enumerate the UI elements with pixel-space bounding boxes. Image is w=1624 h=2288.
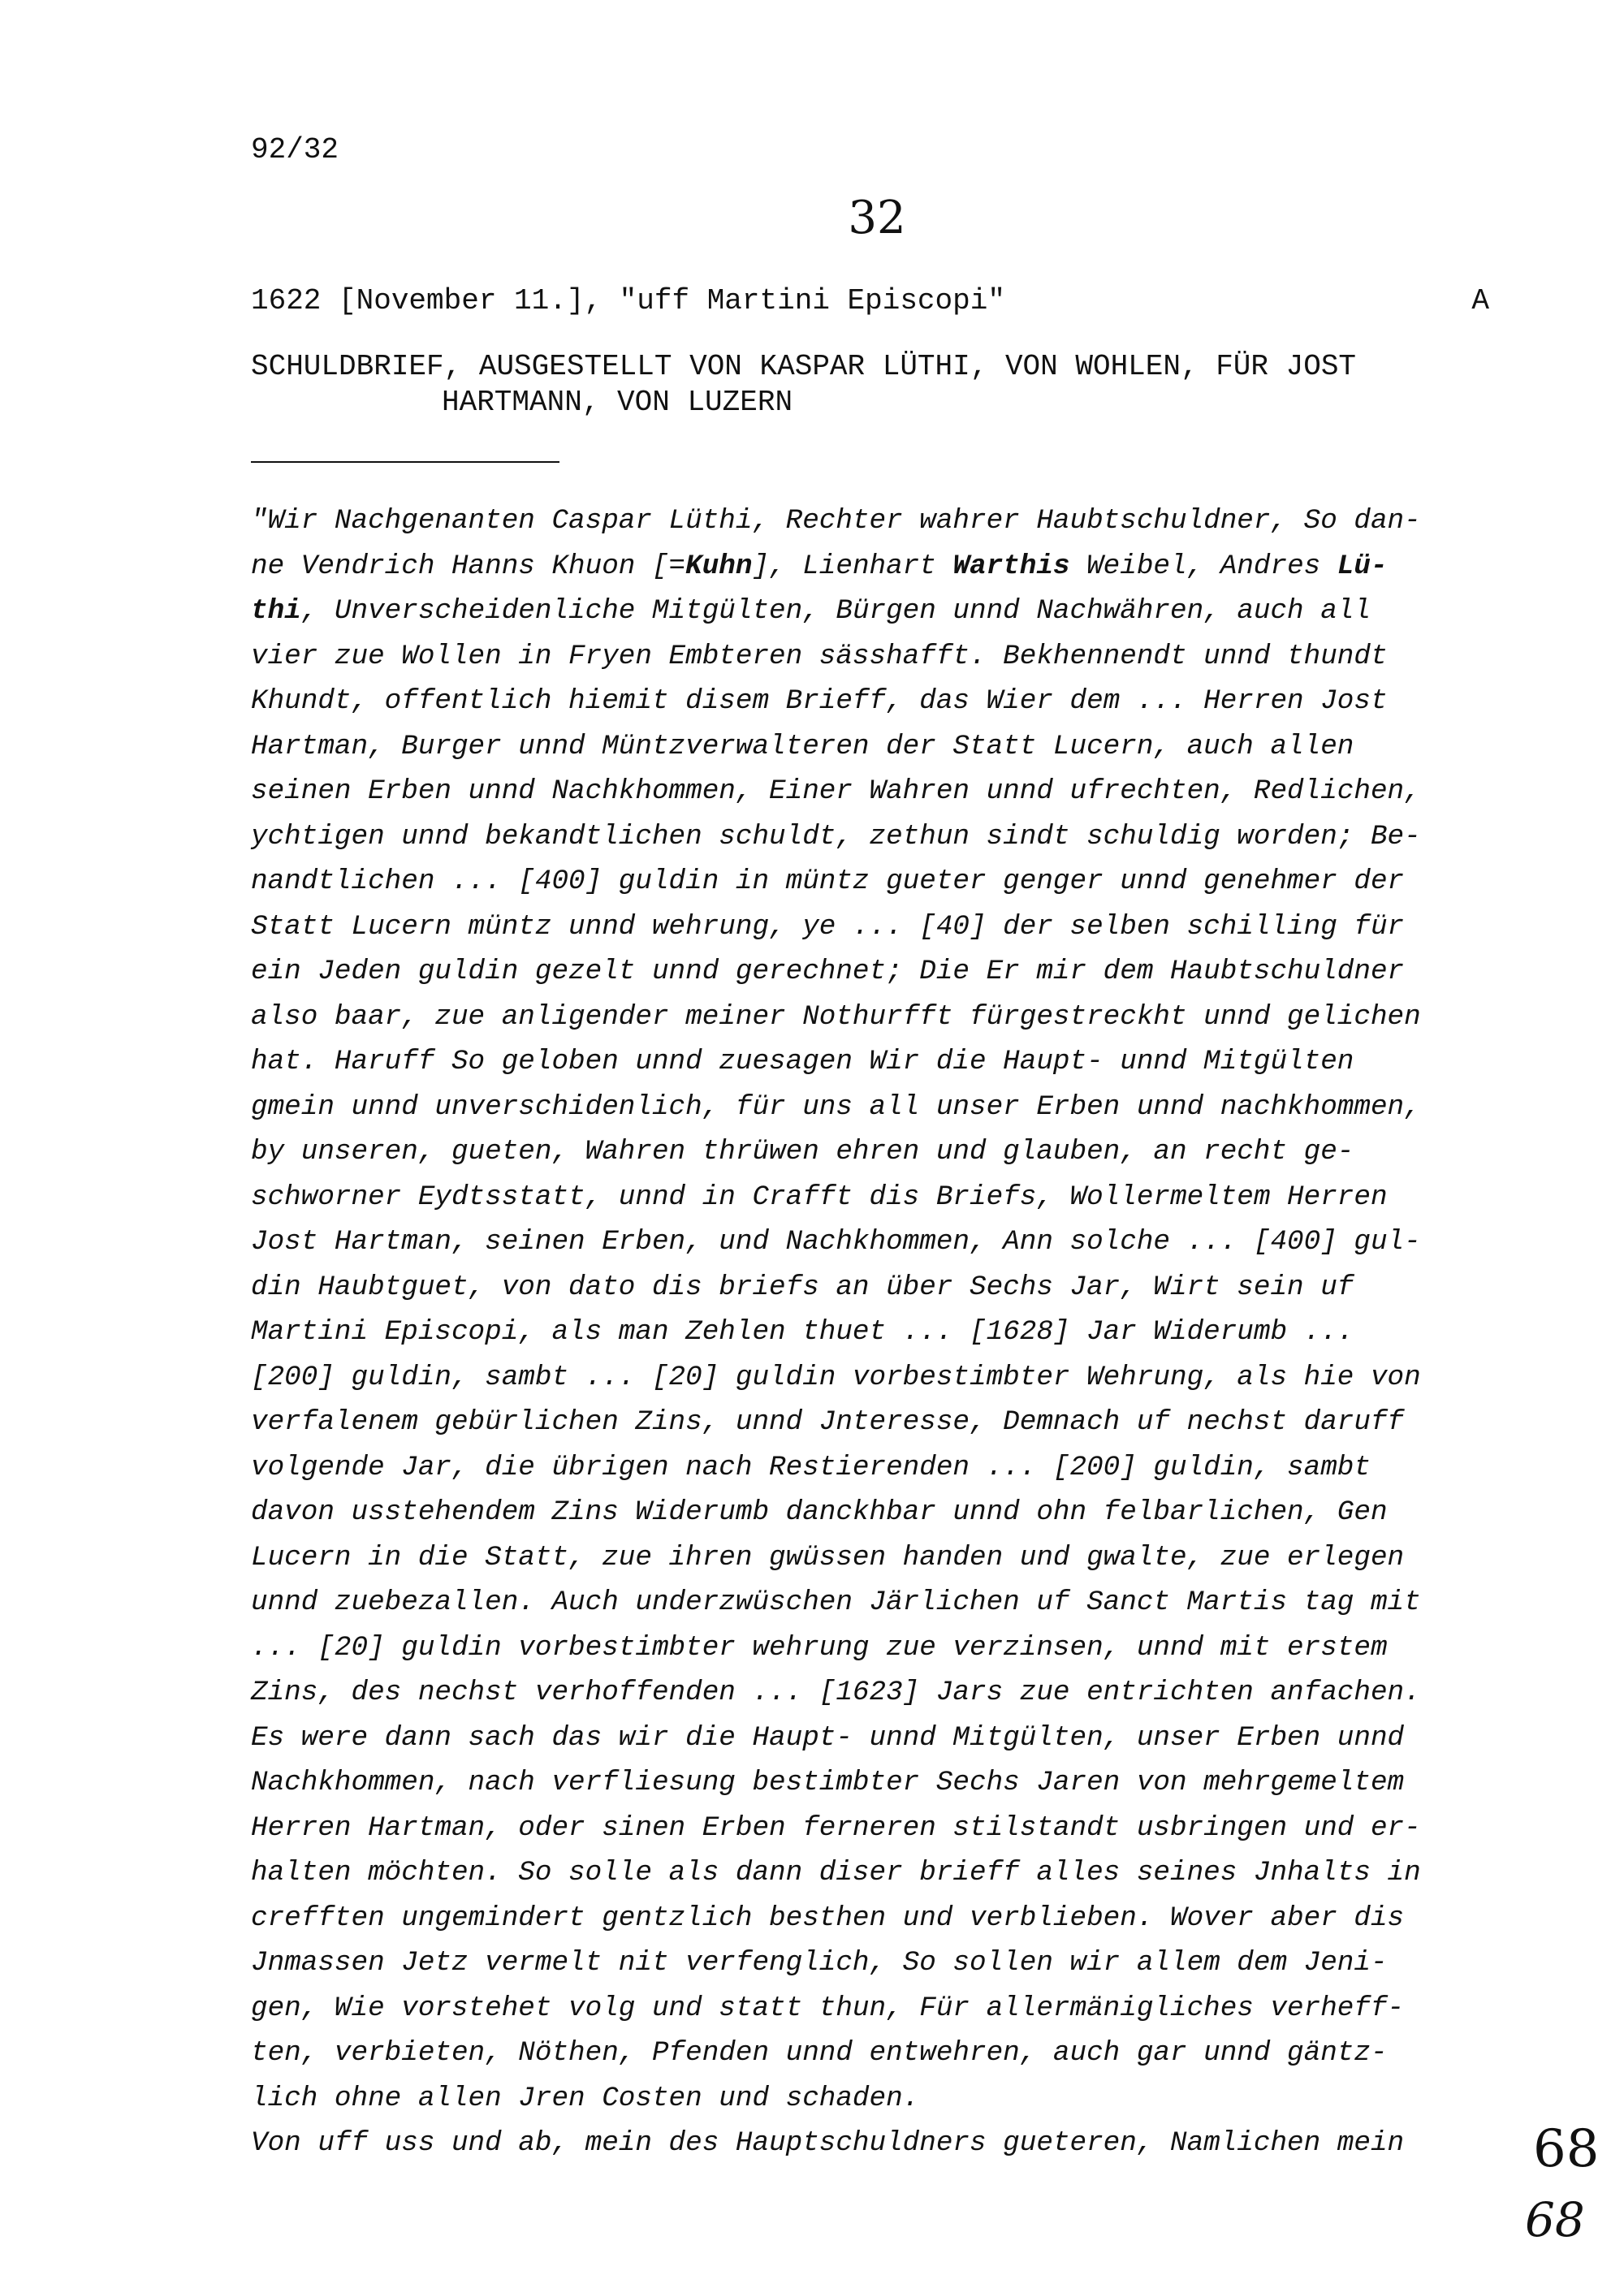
bold-term: thi — [251, 595, 301, 627]
body-line: Statt Lucern müntz unnd wehrung, ye ... [40] der selben schilling für — [251, 910, 1405, 943]
body-line: Zins, des nechst verhoffenden ... [1623] Jars zue entrichten anfachen. — [251, 1677, 1421, 1708]
body-line: unnd zuebezallen. Auch underzwüschen Järlichen uf Sanct Martis tag mit — [251, 1586, 1421, 1618]
document-number: 32 — [848, 192, 906, 244]
bold-term: Lü- — [1337, 550, 1388, 582]
body-line: by unseren, gueten, Wahren thrüwen ehren und glauben, an recht ge- — [251, 1136, 1354, 1168]
document-body — [251, 499, 1501, 2166]
body-line: seinen Erben unnd Nachkhommen, Einer Wahren unnd ufrechten, Redlichen, — [251, 775, 1421, 807]
title-line-2: HARTMANN, VON LUZERN — [442, 386, 793, 419]
body-line: Khundt, offentlich hiemit disem Brieff, das Wier dem ... Herren Jost — [251, 685, 1388, 717]
body-line: thi, Unverscheidenliche Mitgülten, Bürgen unnd Nachwähren, auch all — [251, 595, 1371, 627]
body-line: ne Vendrich Hanns Khuon [=Kuhn], Lienhart Warthis Weibel, Andres Lü- — [251, 550, 1388, 582]
title-line-1: SCHULDBRIEF, AUSGESTELLT VON KASPAR LÜTHI, VON WOHLEN, FÜR JOST — [251, 350, 1357, 383]
body-line: also baar, zue anligender meiner Nothurfft fürgestreckht unnd gelichen — [251, 1000, 1421, 1033]
body-line: Lucern in die Statt, zue ihren gwüssen handen und gwalte, zue erlegen — [251, 1541, 1405, 1574]
body-line: Jost Hartman, seinen Erben, und Nachkhommen, Ann solche ... [400] gul- — [251, 1226, 1421, 1258]
date-text: 1622 [November 11.], "uff Martini Episcopi" — [251, 284, 1005, 317]
bold-term: Kuhn — [685, 550, 753, 582]
body-line: gen, Wie vorstehet volg und statt thun, Für allermänigliches verheff- — [251, 1992, 1405, 2024]
body-line: din Haubtguet, von dato dis briefs an über Sechs Jar, Wirt sein uf — [251, 1271, 1354, 1303]
body-line: ... [20] guldin vorbestimbter wehrung zue verzinsen, unnd mit erstem — [251, 1631, 1388, 1664]
body-line: ein Jeden guldin gezelt unnd gerechnet; Die Er mir dem Haubtschuldner — [251, 956, 1405, 987]
body-line: Herren Hartman, oder sinen Erben ferneren stilstandt usbringen und er- — [251, 1811, 1421, 1844]
body-line: Hartman, Burger unnd Müntzverwalteren der Statt Lucern, auch allen — [251, 730, 1354, 762]
reference-number: 92/32 — [251, 133, 339, 166]
body-line: halten möchten. So solle als dann diser brieff alles seines Jnhalts in — [251, 1857, 1421, 1889]
body-line: Jnmassen Jetz vermelt nit verfenglich, So sollen wir allem dem Jeni- — [251, 1947, 1388, 1979]
body-line: lich ohne allen Jren Costen und schaden. — [251, 2082, 920, 2114]
body-line: davon usstehendem Zins Widerumb danckhbar unnd ohn felbarlichen, Gen — [251, 1496, 1388, 1528]
body-line: schworner Eydtsstatt, unnd in Crafft dis Briefs, Wollermeltem Herren — [251, 1181, 1388, 1213]
body-line: [200] guldin, sambt ... [20] guldin vorbestimbter Wehrung, als hie von — [251, 1361, 1421, 1393]
body-line: nandtlichen ... [400] guldin in müntz gueter genger unnd genehmer der — [251, 866, 1405, 897]
body-line: Es were dann sach das wir die Haupt- unnd Mitgülten, unser Erben unnd — [251, 1721, 1405, 1754]
body-line: vier zue Wollen in Fryen Embteren sässhafft. Bekhennendt unnd thundt — [251, 640, 1388, 672]
body-line: Von uff uss und ab, mein des Hauptschuldners gueteren, Namlichen mein — [251, 2127, 1405, 2159]
body-line: gmein unnd unverschidenlich, für uns all unser Erben unnd nachkhommen, — [251, 1090, 1421, 1123]
handwritten-page-number: 68 — [1525, 2192, 1585, 2247]
body-line: ten, verbieten, Nöthen, Pfenden unnd entwehren, auch gar unnd gäntz- — [251, 2037, 1388, 2069]
body-line: Martini Episcopi, als man Zehlen thuet ... [1628] Jar Widerumb ... — [251, 1316, 1354, 1348]
body-line: "Wir Nachgenanten Caspar Lüthi, Rechter wahrer Haubtschuldner, So dan- — [251, 505, 1421, 537]
form-letter: A — [1471, 284, 1489, 317]
body-line: ychtigen unnd bekandtlichen schuldt, zethun sindt schuldig worden; Be- — [251, 820, 1421, 853]
title-divider — [251, 461, 559, 463]
body-line: crefften ungemindert gentzlich besthen und verblieben. Wover aber dis — [251, 1902, 1405, 1934]
body-line: verfalenem gebürlichen Zins, unnd Jnteresse, Demnach uf nechst daruff — [251, 1406, 1405, 1438]
page-number: 68 — [1533, 2119, 1600, 2179]
body-line: Nachkhommen, nach verfliesung bestimbter Sechs Jaren von mehrgemeltem — [251, 1767, 1405, 1798]
dateline — [251, 284, 1489, 317]
bold-term: Warthis — [952, 550, 1070, 582]
body-line: volgende Jar, die übrigen nach Restierenden ... [200] guldin, sambt — [251, 1451, 1371, 1483]
document-title — [251, 349, 1492, 421]
body-line: hat. Haruff So geloben unnd zuesagen Wir die Haupt- unnd Mitgülten — [251, 1046, 1354, 1077]
